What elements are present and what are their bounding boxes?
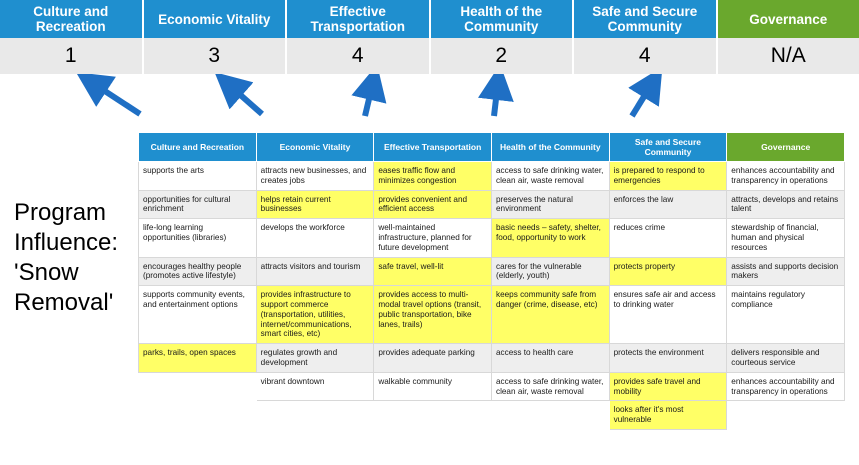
table-cell: is prepared to respond to emergencies <box>609 162 727 191</box>
matrix-header-row <box>139 133 845 162</box>
table-cell: access to health care <box>491 344 609 373</box>
caption-line-1: Program <box>14 199 107 226</box>
table-cell: enforces the law <box>609 190 727 219</box>
table-cell: encourages healthy people (promotes active lifestyle) <box>139 257 257 286</box>
table-cell: reduces crime <box>609 219 727 257</box>
table-cell <box>139 372 257 401</box>
score-effective-transportation: 4 <box>287 38 431 74</box>
table-cell: provides infrastructure to support commerce (transportation, utilities, internet/communications, smart cities, etc) <box>256 286 374 344</box>
table-cell <box>491 401 609 430</box>
table-cell: keeps community safe from danger (crime, disease, etc) <box>491 286 609 344</box>
table-cell: helps retain current businesses <box>256 190 374 219</box>
table-cell <box>139 401 257 430</box>
table-cell: assists and supports decision makers <box>727 257 845 286</box>
category-header-label: Economic Vitality <box>158 11 271 27</box>
score-band <box>0 38 859 74</box>
category-header-label: Culture and Recreation <box>33 4 109 34</box>
table-row <box>139 401 845 430</box>
category-header-governance <box>718 0 859 38</box>
matrix-header-culture-and-recreation: Culture and Recreation <box>139 133 257 162</box>
table-cell: walkable community <box>374 372 492 401</box>
arrow-icon-safety <box>632 82 653 116</box>
category-header-label: Health of the Community <box>460 4 543 34</box>
table-cell: opportunities for cultural enrichment <box>139 190 257 219</box>
table-cell <box>727 401 845 430</box>
category-header-safe-and-secure-community <box>574 0 718 38</box>
table-cell: maintains regulatory compliance <box>727 286 845 344</box>
arrow-icon-health <box>494 82 498 116</box>
score-safe-and-secure-community: 4 <box>574 38 718 74</box>
matrix-body <box>139 162 845 430</box>
table-row <box>139 344 845 373</box>
table-cell: attracts, develops and retains talent <box>727 190 845 219</box>
table-cell <box>374 401 492 430</box>
table-cell: access to safe drinking water, clean air, waste removal <box>491 372 609 401</box>
arrow-icon-economic <box>228 84 262 114</box>
table-row <box>139 257 845 286</box>
table-cell: provides adequate parking <box>374 344 492 373</box>
program-influence-caption <box>14 198 134 318</box>
table-cell: enhances accountability and transparency in operations <box>727 372 845 401</box>
table-row <box>139 286 845 344</box>
category-header-economic-vitality <box>144 0 288 38</box>
table-cell: ensures safe air and access to drinking water <box>609 286 727 344</box>
table-cell: protects the environment <box>609 344 727 373</box>
table-row <box>139 372 845 401</box>
score-governance: N/A <box>770 44 806 67</box>
category-header-label: Governance <box>749 11 828 27</box>
table-cell: delivers responsible and courteous service <box>727 344 845 373</box>
table-cell: regulates growth and development <box>256 344 374 373</box>
table-cell: well-maintained infrastructure, planned for future development <box>374 219 492 257</box>
category-header-culture-and-recreation <box>0 0 144 38</box>
score-health-of-the-community: 2 <box>431 38 575 74</box>
score-culture-and-recreation: 1 <box>0 38 144 74</box>
category-header-band <box>0 0 859 38</box>
caption-line-3: 'Snow <box>14 259 79 286</box>
score-economic-vitality: 3 <box>144 38 288 74</box>
caption-line-2: Influence: <box>14 229 119 256</box>
table-cell: protects property <box>609 257 727 286</box>
table-cell: vibrant downtown <box>256 372 374 401</box>
table-cell: provides convenient and efficient access <box>374 190 492 219</box>
table-cell: attracts visitors and tourism <box>256 257 374 286</box>
influence-matrix-table <box>138 132 845 430</box>
table-row <box>139 219 845 257</box>
table-cell: access to safe drinking water, clean air, waste removal <box>491 162 609 191</box>
table-cell: cares for the vulnerable (elderly, youth) <box>491 257 609 286</box>
table-cell: provides access to multi-modal travel options (transit, public transportation, bike lanes, trails) <box>374 286 492 344</box>
category-header-label: Effective Transportation <box>310 4 405 34</box>
arrow-group <box>0 74 859 132</box>
category-header-effective-transportation <box>287 0 431 38</box>
matrix-header-safe-and-secure-community: Safe and Secure Community <box>609 133 727 162</box>
table-cell: supports community events, and entertainment options <box>139 286 257 344</box>
matrix-header-governance: Governance <box>727 133 845 162</box>
table-row <box>139 190 845 219</box>
table-cell: develops the workforce <box>256 219 374 257</box>
table-cell: attracts new businesses, and creates jobs <box>256 162 374 191</box>
category-header-health-of-the-community <box>431 0 575 38</box>
table-cell: eases traffic flow and minimizes congestion <box>374 162 492 191</box>
table-cell: parks, trails, open spaces <box>139 344 257 373</box>
category-header-label: Safe and Secure Community <box>592 4 698 34</box>
table-cell: provides safe travel and mobility <box>609 372 727 401</box>
table-cell: looks after it's most vulnerable <box>609 401 727 430</box>
caption-line-4: Removal' <box>14 289 114 316</box>
matrix-header-economic-vitality: Economic Vitality <box>256 133 374 162</box>
table-cell: supports the arts <box>139 162 257 191</box>
matrix-header-health-of-the-community: Health of the Community <box>491 133 609 162</box>
table-cell: safe travel, well-lit <box>374 257 492 286</box>
table-row <box>139 162 845 191</box>
arrow-icon-culture <box>91 82 140 114</box>
table-cell: life-long learning opportunities (libraries) <box>139 219 257 257</box>
table-cell: enhances accountability and transparency in operations <box>727 162 845 191</box>
table-cell: stewardship of financial, human and physical resources <box>727 219 845 257</box>
table-cell <box>256 401 374 430</box>
matrix-header-effective-transportation: Effective Transportation <box>374 133 492 162</box>
arrow-icon-transportation <box>365 82 373 116</box>
table-cell: basic needs – safety, shelter, food, opportunity to work <box>491 219 609 257</box>
table-cell: preserves the natural environment <box>491 190 609 219</box>
